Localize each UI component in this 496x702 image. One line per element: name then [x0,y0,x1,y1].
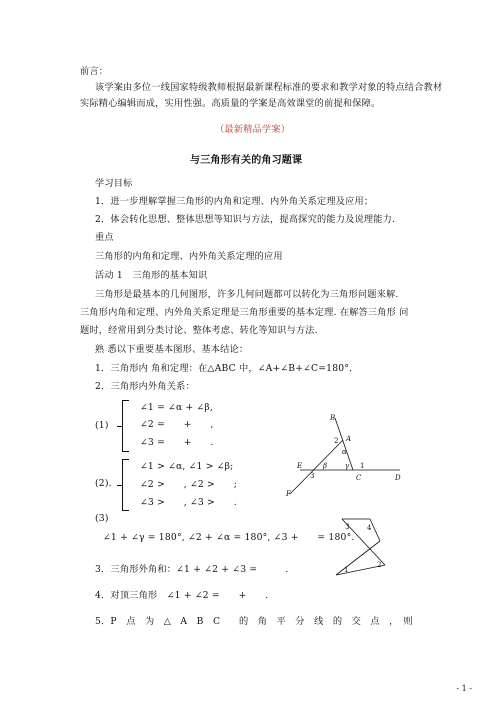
label-2: 2 [334,437,339,445]
diagonal-2 [336,541,380,575]
paragraph-1-line-1: 三角形是最基本的几何图形，许多几何问题都可以转化为三角形问题来解. [95,289,399,300]
label-alpha: α [342,448,347,456]
paragraph-1-line-2: 三角形内角和定理、内外角关系定理是三角形重要的基本定理. 在解答三角形 问 [80,307,409,318]
system-1-line-1: ∠1 = ∠α + ∠β, [140,402,214,413]
system-1-brace [122,400,129,452]
item-1: 1．三角形内 角和定理：在△ABC 中，∠A+∠B+∠C=180°． [95,363,359,374]
label-beta: β [323,462,328,470]
label-gamma: γ [345,462,350,470]
system-2-brace [122,459,129,511]
familiar-text: 熟 悉以下重要基本图形、基本结论： [95,344,249,355]
system-2-label: (2)． [95,478,119,489]
label-f: F [286,490,291,498]
preface-title: 前言： [80,66,109,77]
item-4: 4．对顶三角形 ∠1 + ∠2 = + . [95,590,269,601]
label-e: E [297,462,303,470]
item-5: 5．P 点 为 △ A B C 的 角 平 分 线 的 交 点 ， 则 [95,616,413,627]
paragraph-1-line-3: 题时，经常用到分类讨论、整体考虑、转化等知识与方法. [80,325,318,336]
page-number: - 1 - [456,684,472,693]
tagline: （最新精品学案） [215,124,291,135]
label-a: A [346,435,352,443]
label-b: B [330,414,336,422]
goal-1: 1．进一步理解掌握三角形的内角和定理、内外角关系定理及应用； [95,196,374,207]
label-d: D [395,474,401,482]
key-text: 三角形的内角和定理、内外角关系定理的应用 [95,251,283,262]
key-heading: 重点 [95,232,114,243]
label-1-bottom: 1 [344,566,349,574]
goal-2: 2．体会转化思想、整体思想等知识与方法，提高探究的能力及说理能力. [95,214,396,225]
label-4: 4 [367,524,372,532]
opposite-triangles-figure [330,515,405,580]
top-right-edge [370,519,380,541]
label-3-top: 3 [345,523,350,531]
triangle-exterior-angles-figure [280,410,405,500]
system-2-line-1: ∠1 > ∠α, ∠1 > ∠β; [140,461,234,472]
system-1-label: (1) [95,420,109,431]
item-2: 2．三角形内外角关系： [95,381,195,392]
activity-1-heading: 活动 1 三角形的基本知识 [95,270,208,281]
system-3-line: ∠1 + ∠γ = 180°, ∠2 + ∠α = 180°, ∠3 + = 180°. [103,532,355,543]
lesson-title: 与三角形有关的角习题课 [190,155,303,166]
system-2-line-2: ∠2 > , ∠2 > ; [140,479,238,490]
system-2-line-3: ∠3 > , ∠3 > . [140,497,237,508]
preface-line-2: 实际精心编辑而成，实用性强。高质量的学案是高效课堂的前提和保障。 [80,98,381,109]
item-3: 3．三角形外角和：∠1 + ∠2 + ∠3 = . [95,564,289,575]
preface-line-1: 该学案由多位一线国家特级教师根据最新课程标准的要求和教学对象的特点结合教材 [95,82,443,93]
system-1-line-3: ∠3 = + . [140,437,214,448]
system-3-label: (3) [95,513,109,524]
label-3: 3 [310,472,315,480]
label-2-bottom: 2 [377,561,382,569]
system-1-line-2: ∠2 = + , [140,419,214,430]
goals-heading: 学习目标 [95,178,133,189]
label-c: C [356,474,362,482]
label-1: 1 [360,462,365,470]
